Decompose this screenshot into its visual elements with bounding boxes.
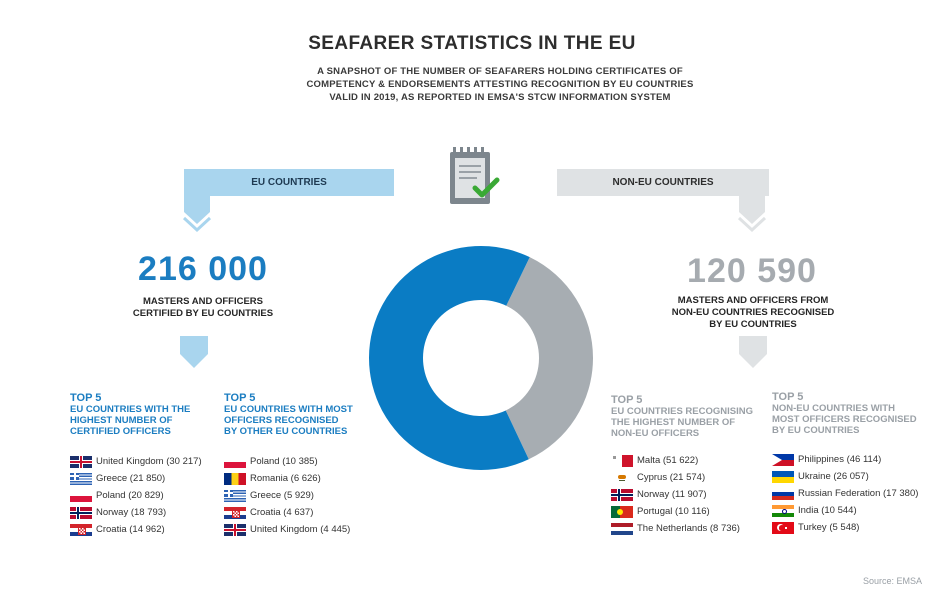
pl-flag-icon	[70, 490, 92, 502]
gr-flag-icon	[70, 473, 92, 485]
list-item-label: Poland (10 385)	[250, 456, 318, 467]
non-eu-recognised-slice	[506, 257, 593, 459]
pl-flag-icon	[224, 456, 246, 468]
list-item	[70, 470, 220, 487]
list-item-label: Turkey (5 548)	[798, 522, 860, 533]
list-heading-line: EU COUNTRIES RECOGNISING	[611, 406, 753, 417]
list-item	[611, 503, 771, 520]
top5-eu-recognising-non-eu	[611, 395, 771, 537]
list-item-label: Cyprus (21 574)	[637, 472, 706, 483]
list-item-label: Portugal (10 116)	[637, 506, 710, 517]
list-heading-line: BY EU COUNTRIES	[772, 425, 860, 436]
hr-flag-icon	[224, 507, 246, 519]
list-top-label: TOP 5	[70, 392, 102, 404]
non-eu-down-arrow-icon	[738, 336, 768, 370]
list-top-label: TOP 5	[772, 391, 804, 403]
eu-down-arrow-icon	[179, 336, 209, 370]
eu-total-caption	[103, 296, 303, 320]
list-item-label: Ukraine (26 057)	[798, 471, 869, 482]
uk-flag-icon	[70, 456, 92, 468]
subtitle-line: COMPETENCY & ENDORSEMENTS ATTESTING RECOGNITION BY EU COUNTRIES	[306, 79, 694, 90]
caption-line: NON-EU COUNTRIES RECOGNISED	[671, 307, 835, 318]
list-item	[224, 470, 384, 487]
ua-flag-icon	[772, 471, 794, 483]
gr-flag-icon	[224, 490, 246, 502]
uk-flag-icon	[224, 524, 246, 536]
subtitle-line: A SNAPSHOT OF THE NUMBER OF SEAFARERS HOLDING CERTIFICATES OF	[317, 66, 683, 77]
country-list	[772, 451, 937, 536]
eu-total-value: 216 000	[138, 250, 268, 288]
list-heading-line: THE HIGHEST NUMBER OF	[611, 417, 736, 428]
caption-line: MASTERS AND OFFICERS FROM	[677, 295, 829, 306]
ru-flag-icon	[772, 488, 794, 500]
non-eu-total-value: 120 590	[687, 252, 817, 290]
eu-banner-chevron-icon	[180, 196, 214, 234]
caption-line: MASTERS AND OFFICERS	[143, 296, 263, 307]
eu-certified-slice	[369, 246, 530, 470]
cy-flag-icon	[611, 472, 633, 484]
country-list	[70, 453, 220, 538]
non-eu-banner-chevron-icon	[735, 196, 769, 234]
list-item	[611, 486, 771, 503]
list-heading	[224, 393, 384, 437]
top5-non-eu-recognised	[772, 392, 937, 536]
list-item	[772, 451, 937, 468]
top5-eu-certified	[70, 393, 220, 538]
list-item-label: Norway (18 793)	[96, 507, 167, 518]
caption-line: BY EU COUNTRIES	[709, 319, 797, 330]
list-top-label: TOP 5	[611, 394, 643, 406]
list-item	[224, 487, 384, 504]
list-item	[70, 487, 220, 504]
list-top-label: TOP 5	[224, 392, 256, 404]
list-item-label: Norway (11 907)	[637, 489, 707, 500]
list-heading-line: OFFICERS RECOGNISED	[224, 415, 339, 426]
list-item-label: Poland (20 829)	[96, 490, 164, 501]
list-heading-line: CERTIFIED OFFICERS	[70, 426, 171, 437]
list-item	[224, 504, 384, 521]
list-item-label: Malta (51 622)	[637, 455, 699, 466]
list-item-label: Croatia (14 962)	[96, 524, 165, 535]
list-heading	[611, 395, 771, 439]
list-item	[70, 521, 220, 538]
page-title: SEAFARER STATISTICS IN THE EU	[308, 33, 636, 54]
ph-flag-icon	[772, 454, 794, 466]
list-heading-line: HIGHEST NUMBER OF	[70, 415, 173, 426]
list-item	[772, 485, 937, 502]
list-item	[70, 504, 220, 521]
list-heading	[70, 393, 220, 437]
subtitle-line: VALID IN 2019, AS REPORTED IN EMSA'S STCW INFORMATION SYSTEM	[329, 92, 671, 103]
donut-slices	[369, 246, 593, 470]
list-item	[611, 469, 771, 486]
page-subtitle	[270, 65, 730, 104]
list-item	[224, 453, 384, 470]
top5-eu-recognised-by-eu	[224, 393, 384, 538]
list-item-label: United Kingdom (30 217)	[96, 456, 202, 467]
list-heading-line: MOST OFFICERS RECOGNISED	[772, 414, 917, 425]
no-flag-icon	[611, 489, 633, 501]
tr-flag-icon	[772, 522, 794, 534]
non-eu-countries-banner: NON-EU COUNTRIES	[557, 169, 769, 196]
country-list	[224, 453, 384, 538]
list-item-label: Greece (5 929)	[250, 490, 314, 501]
list-item	[772, 502, 937, 519]
list-heading-line: EU COUNTRIES WITH THE	[70, 404, 191, 415]
list-item	[772, 468, 937, 485]
list-item-label: United Kingdom (4 445)	[250, 524, 351, 535]
list-item-label: Russian Federation (17 380)	[798, 488, 919, 499]
in-flag-icon	[772, 505, 794, 517]
country-list	[611, 452, 771, 537]
hr-flag-icon	[70, 524, 92, 536]
source-note: Source: EMSA	[862, 576, 922, 586]
list-item-label: Philippines (46 114)	[798, 454, 882, 465]
list-item	[611, 520, 771, 537]
list-heading-line: EU COUNTRIES WITH MOST	[224, 404, 353, 415]
donut-chart	[366, 243, 596, 473]
list-heading	[772, 392, 937, 436]
list-item	[611, 452, 771, 469]
mt-flag-icon	[611, 455, 633, 467]
ro-flag-icon	[224, 473, 246, 485]
list-heading-line: NON-EU OFFICERS	[611, 428, 700, 439]
pt-flag-icon	[611, 506, 633, 518]
list-item	[772, 519, 937, 536]
list-item-label: Greece (21 850)	[96, 473, 166, 484]
eu-countries-banner: EU COUNTRIES	[184, 169, 394, 196]
caption-line: CERTIFIED BY EU COUNTRIES	[132, 308, 274, 319]
list-item-label: Romania (6 626)	[250, 473, 321, 484]
list-heading-line: BY OTHER EU COUNTRIES	[224, 426, 348, 437]
list-item-label: Croatia (4 637)	[250, 507, 314, 518]
clipboard-check-icon	[447, 144, 503, 208]
list-heading-line: NON-EU COUNTRIES WITH	[772, 403, 895, 414]
list-item	[70, 453, 220, 470]
non-eu-total-caption	[643, 295, 863, 331]
list-item	[224, 521, 384, 538]
list-item-label: The Netherlands (8 736)	[637, 523, 740, 534]
no-flag-icon	[70, 507, 92, 519]
nl-flag-icon	[611, 523, 633, 535]
list-item-label: India (10 544)	[798, 505, 857, 516]
